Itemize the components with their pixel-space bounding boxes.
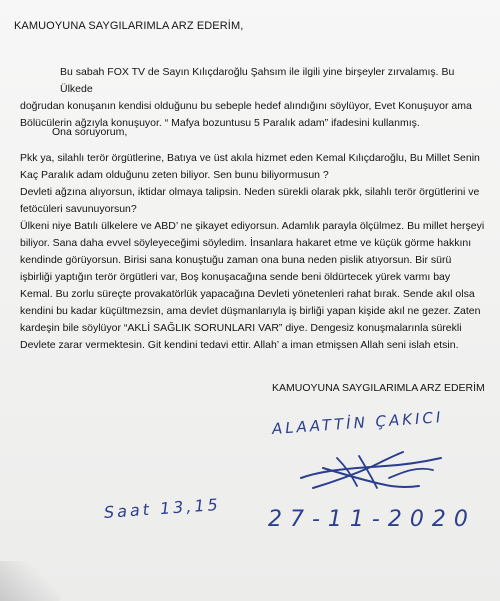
paragraph-2: Ona soruyorum, [52,126,128,138]
paragraph-1-first-line: Bu sabah FOX TV de Sayın Kılıçdaroğlu Şahsım ile ilgili yine birşeyler zırvalamış. Bu Ülkede [60,66,455,95]
signature-stroke-6 [389,469,433,478]
handwritten-date: 27-11-2020 [268,507,476,532]
paragraph-4: Devleti ağzına alıyorsun, iktidar olmaya talipsin. Neden sürekli olarak pkk, silahlı terör örgütlerini ve fetöcüleri savunuyorsun? [20,186,480,215]
signature-stroke-5 [359,456,377,488]
page-shadow [0,561,60,601]
signature [293,448,448,496]
paragraph-3: Pkk ya, silahlı terör örgütlerine, Batıya ve üst akıla hizmet eden Kemal Kılıçdaroğlu, Bu Millet Senin Kaç Paralık adam olduğunu zeten biliyor. Sen bunu biliyormusun ? [20,152,480,181]
letter-heading: KAMUOYUNA SAYGILARIMLA ARZ EDERİM, [14,20,244,32]
paragraph-1 [20,64,480,132]
handwritten-name: ALAATTİN ÇAKICI [271,408,444,438]
closing-line: KAMUOYUNA SAYGILARIMLA ARZ EDERİM [272,382,485,394]
paragraph-1-rest: doğrudan konuşanın kendisi olduğunu bu sebeple hedef alındığını söylüyor, Evet Konuşuyor ama Bölücülerin ağzıyla konuşuyor. “ Mafya bozuntusu 5 Paralık adam” ifadesini kullanmış. [20,100,472,129]
paragraph-5: Ülkeni niye Batılı ülkelere ve ABD’ ne şikayet ediyorsun. Adamlık parayla ölçülmez. Bu millet herşeyi biliyor. Sana daha evvel söyleyeceğimi söyledim. İnsanlara hakaret etme ve küçük görme hakkını kendinde görüyorsun. Birisi sana konuştuğu zaman ona buna neden pislik atıyorsun. Bir sürü işbirliği yaptığın terör örgütleri var, Boş konuşacağına sende beni öldürtecek yürek varmı bay Kemal. Bu zorlu süreçte provakatörlük yapacağına Devleti yönetenleri rahat bırak. Sende akıl olsa kendini bu kadar küçültmezsin, ama devlet düşmanlarıyla iş birliği yapan kişide akıl ne gezer. Zaten kardeşin bile söylüyor “AKLİ SAĞLIK SORUNLARI VAR” diye. Dengesiz konuşmalarınla sürekli Devlete zarar vermektesin. Git kendini tedavi ettir. Allah’ a iman etmişsen Allah seni islah etsin. [20,220,485,351]
handwritten-time: Saat 13,15 [103,494,222,522]
